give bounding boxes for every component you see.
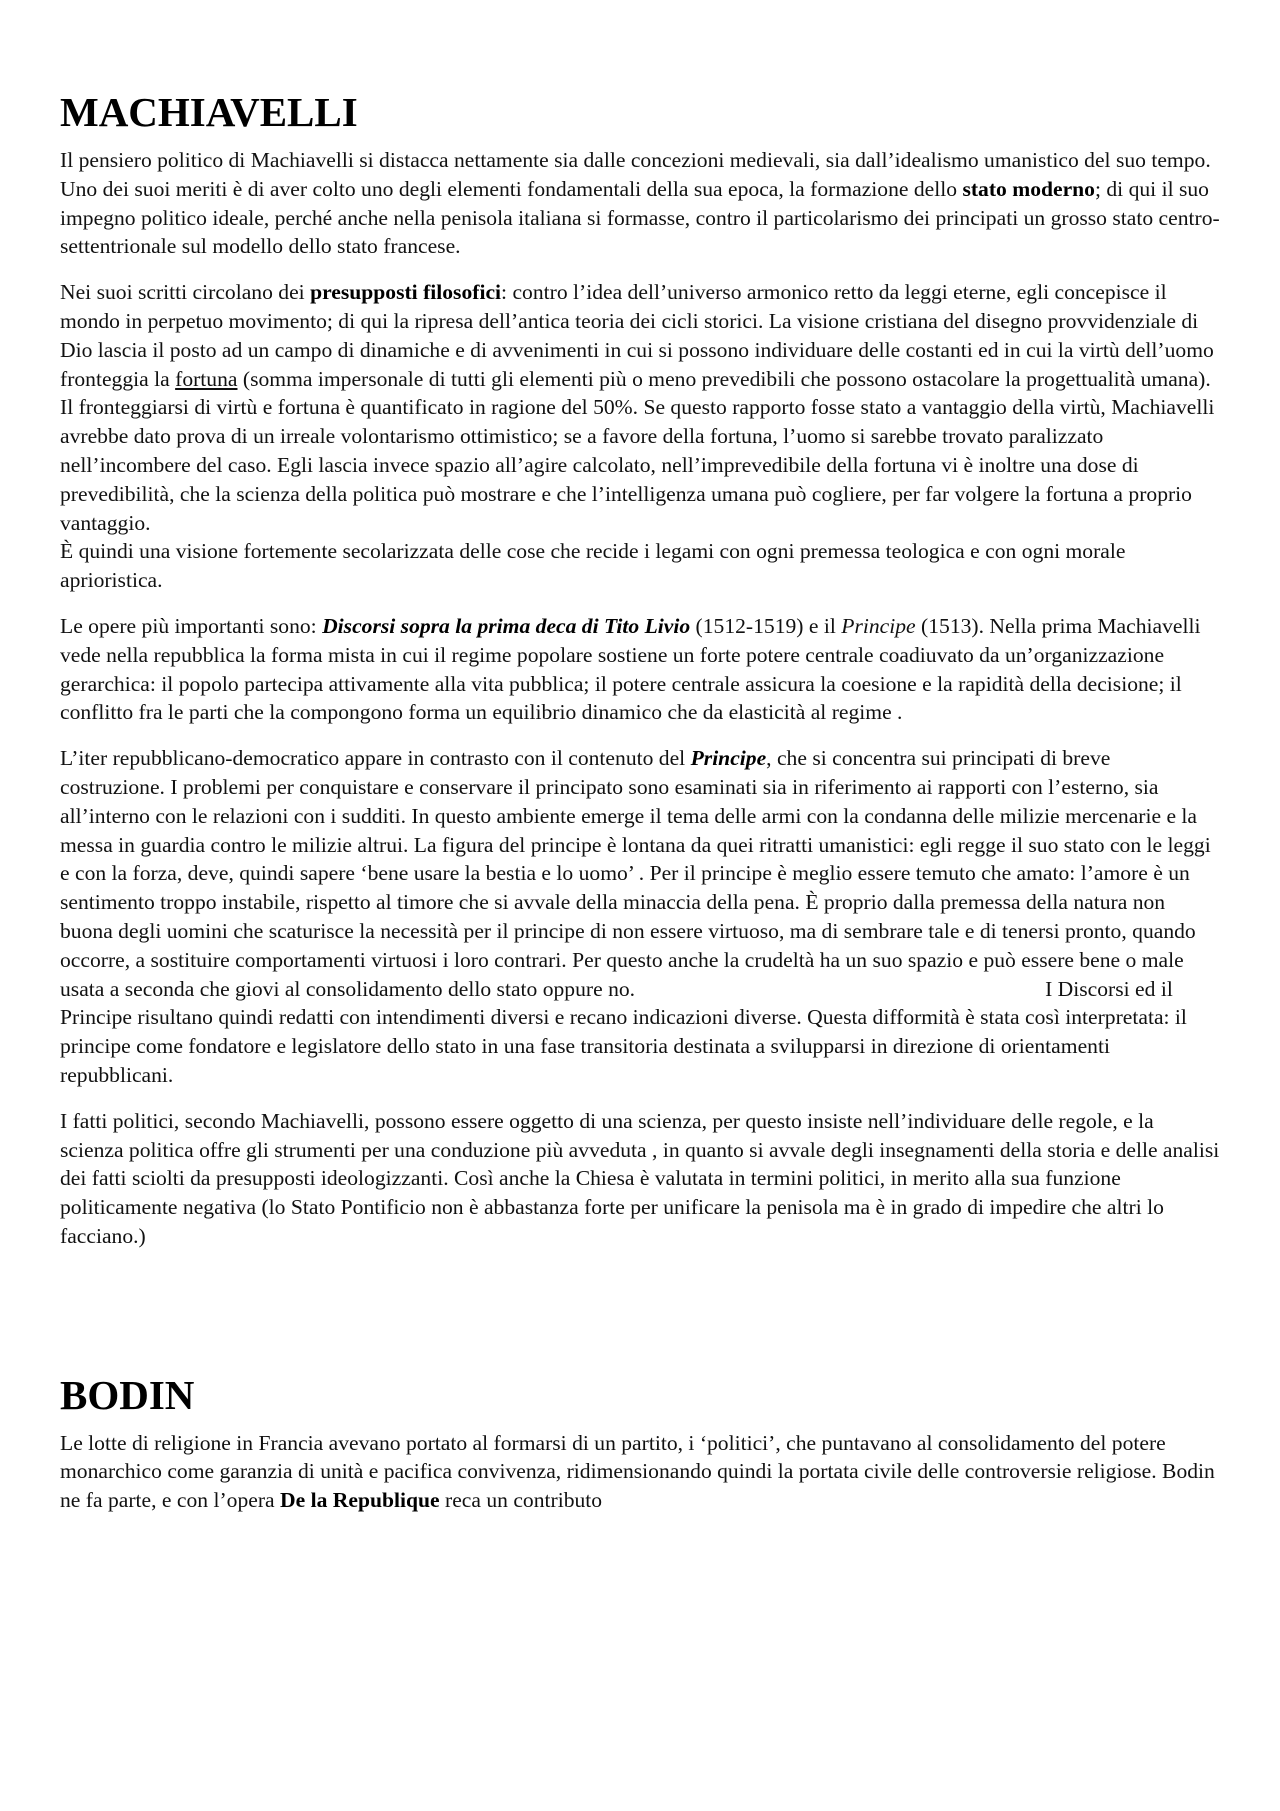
text: reca un contributo [439,1488,603,1513]
bold-italic-title: Principe [690,746,767,771]
text: Nei suoi scritti circolano dei [60,280,311,305]
text: I Discorsi ed il Principe risultano quindi redatti con intendimenti diversi e recano indicazioni diverse. Questa difformità è stata così interpretata: il principe come fondatore e legislatore dello stato in una fase transitoria destinata a svilupparsi in direzione di orientamenti repubblicani. [60,976,1187,1087]
paragraph-philosophy [60,278,1220,595]
paragraph-bodin [60,1429,1220,1515]
paragraph-principe [60,744,1220,1090]
text: Le lotte di religione in Francia avevano portato al formarsi di un partito, i ‘politici’, che puntavano al consolidamento del potere monarchico come garanzia di unità e pacifica convivenza, ridimensionando quindi la portata civile delle controversie religiose. Bodin ne fa parte, e con l’opera [60,1430,1215,1513]
heading-bodin: BODIN [60,1371,195,1418]
paragraph-science [60,1107,1220,1251]
text: Il pensiero politico di Machiavelli si distacca nettamente sia dalle concezioni medievali, sia dall’idealismo umanistico del suo tempo. Uno dei suoi meriti è di aver colto uno degli elementi fondamentali della sua epoca, la formazione dello [60,148,1211,201]
text: È quindi una visione fortemente secolarizzata delle cose che recide i legami con ogni premessa teologica e con ogni morale aprioristica. [60,539,1126,593]
bold-term: stato moderno [962,176,1095,201]
paragraph-intro [60,146,1220,261]
text: (1512-1519) e il [690,613,842,638]
italic-title: Principe [841,613,916,638]
heading-machiavelli: MACHIAVELLI [60,89,358,135]
text: Le opere più importanti sono: [60,613,323,638]
text: L’iter repubblicano-democratico appare in contrasto con il contenuto del [60,746,691,771]
underlined-term: fortuna [175,366,238,391]
text: (1513). Nella prima Machiavelli vede nella repubblica la forma mista in cui il regime popolare sostiene un forte potere centrale coadiuvato da un’organizzazione gerarchica: il popolo partecipa attivamente alla vita pubblica; il potere centrale assicura la coesione e la rapidità della decisione; il conflitto fra le parti che la compongono forma un equilibrio dinamico che da elasticità al regime . [60,613,1201,725]
text: ; di qui il suo impegno politico ideale, perché anche nella penisola italiana si formasse, contro il particolarismo dei principati un grosso stato centro-settentrionale sul modello dello stato francese. [60,176,1220,259]
text: I fatti politici, secondo Machiavelli, possono essere oggetto di una scienza, per questo insiste nell’individuare delle regole, e la scienza politica offre gli strumenti per una conduzione più avveduta , in quanto si avvale degli insegnamenti della storia e delle analisi dei fatti sciolti da presupposti ideologizzanti. Così anche la Chiesa è valutata in termini politici, in merito alla sua funzione politicamente negativa (lo Stato Pontificio non è abbastanza forte per unificare la penisola ma è in grado di impedire che altri lo facciano.) [60,1108,1220,1248]
bold-term: presupposti filosofici [310,280,502,305]
paragraph-works [60,612,1220,727]
text: (somma impersonale di tutti gli elementi più o meno prevedibili che possono ostacolare la progettualità umana). Il fronteggiarsi di virtù e fortuna è quantificato in ragione del 50%. Se questo rapporto fosse stato a vantaggio della virtù, Machiavelli avrebbe dato prova di un irreale volontarismo ottimistico; se a favore della fortuna, l’uomo si sarebbe trovato paralizzato nell’incombere del caso. Egli lascia invece spazio all’agire calcolato, nell’imprevedibile della fortuna vi è inoltre una dose di prevedibilità, che la scienza della politica può mostrare e che l’intelligenza umana può cogliere, per far volgere la fortuna a proprio vantaggio. [60,366,1215,535]
text: : contro l’idea dell’universo armonico retto da leggi eterne, egli concepisce il mondo in perpetuo movimento; di qui la ripresa dell’antica teoria dei cicli storici. La visione cristiana del disegno provvidenziale di Dio lascia il posto ad un campo di dinamiche e di avvenimenti in cui si possono individuare delle costanti ed in cui la virtù dell’uomo fronteggia la [60,280,1214,391]
bold-term: De la Republique [280,1488,440,1513]
text: , che si concentra sui principati di breve costruzione. I problemi per conquistare e conservare il principato sono esaminati sia in riferimento ai rapporti con l’esterno, sia all’interno con le relazioni con i sudditi. In questo ambiente emerge il tema delle armi con la condanna delle milizie mercenarie e la messa in guardia contro le milizie altrui. La figura del principe è lontana da quei ritratti umanistici: egli regge il suo stato con le leggi e con la forza, deve, quindi sapere ‘bene usare la bestia e lo uomo’ . Per il principe è meglio essere temuto che amato: l’amore è un sentimento troppo instabile, rispetto al timore che si avvale della minaccia della pena. È proprio dalla premessa della natura non buona degli uomini che scaturisce la necessità per il principe di non essere virtuoso, ma di sembrare tale e di tenersi pronto, quando occorre, a sostituire comportamenti virtuosi i loro contrari. Per questo anche la crudeltà ha un suo spazio e può essere bene o male usata a seconda che giovi al consolidamento dello stato oppure no. [60,746,1211,1001]
bold-italic-title: Discorsi sopra la prima deca di Tito Livio [322,613,691,638]
